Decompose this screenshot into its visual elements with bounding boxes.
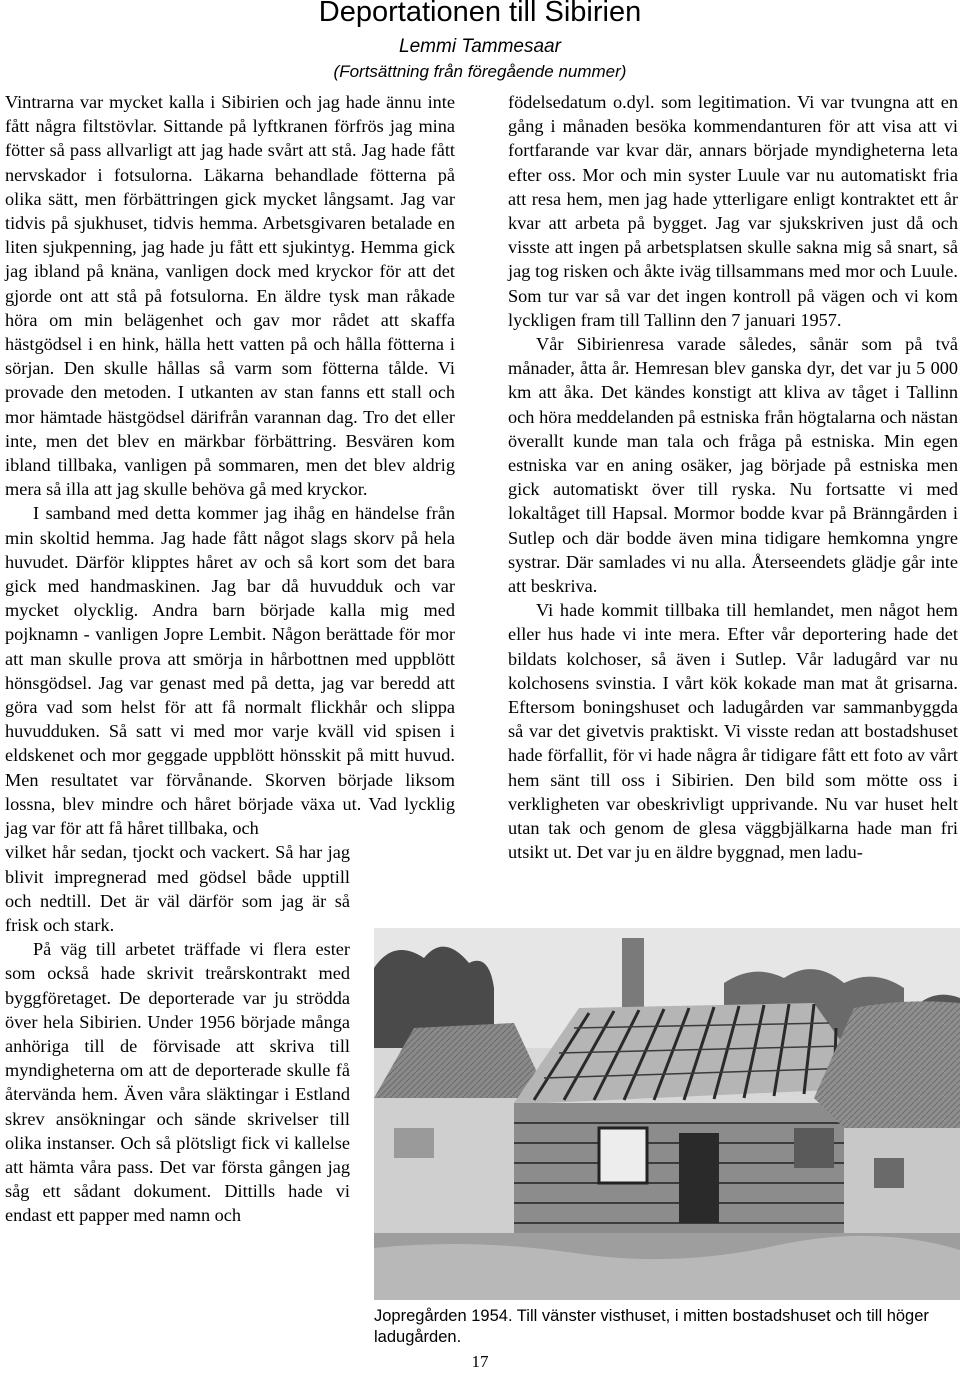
body-paragraph: Vi hade kommit tillbaka till hemlandet, men något hem eller hus hade vi inte mera. Efter vår deportering hade det bildats kolchoser, så även i Sutlep. Vår ladugård var nu kolchosens svinstia. I vårt kök kokade man mat åt grisarna. Eftersom boningshuset och ladugården var sammanbyggda så var det givetvis praktiskt. Vi visste redan att bostadshuset hade förfallit, för vi hade några år tidigare fått ett foto av vårt hem sänt till oss i Sibirien. Den bild som mötte oss i verkligheten var obeskrivligt upprivande. Nu var huset helt utan tak och genom de glesa väggbjälkarna hade man fri utsikt ut. Det var ju en äldre byggnad, men ladu- bbox=[508, 600, 958, 863]
photo-caption: Jopregården 1954. Till vänster visthuset, i mitten bostadshuset och till höger ladugården. bbox=[374, 1307, 929, 1346]
body-paragraph: På väg till arbetet träffade vi flera ester som också hade skrivit treårskontrakt med byggföretaget. De deporterade var ju strödda över hela Sibirien. Under 1956 började många anhöriga till de förvisade att skriva till myndigheterna om att de deporterade skulle få återvända hem. Även våra släktingar i Estland skrev ansökningar och sände skrivelser till olika instanser. Och så plötsligt fick vi kallelse att hämta våra pass. Det var första gången jag såg ett sådant dokument. Dittills hade vi endast ett papper med namn och bbox=[5, 939, 350, 1226]
right-column bbox=[508, 90, 958, 865]
body-paragraph: Vår Sibirienresa varade således, sånär som på två månader, åtta år. Hemresan blev ganska dyr, det var ju 5 000 km att åka. Det kändes konstigt att kliva av tåget i Tallinn och höra meddelanden på estniska från högtalarna och nästan överallt kunde man tala och fråga på estniska. Min egen estniska var en aning osäker, jag började på estniska men gick automatiskt över till ryska. Nu fortsatte vi med lokaltåget till Hapsal. Mormor bodde kvar på Bränngården i Sutlep och där bodde även mina tidigare hemkomna yngre systrar. Där samlades vi nu alla. Återseendets glädje går inte att beskriva. bbox=[508, 334, 958, 597]
page-number: 17 bbox=[471, 1352, 489, 1371]
body-paragraph: I samband med detta kommer jag ihåg en händelse från min skoltid hemma. Jag hade fått något slags skorv på hela huvudet. Därför klipptes håret av och så kort som det bara gick med handmaskinen. Jag bar då huvudduk och var mycket olycklig. Andra barn började kalla mig med pojknamn - vanligen Jopre Lembit. Någon berättade för mor att man skulle prova att smörja in hårbottnen med uppblött hönsgödsel. Jag var genast med på detta, jag var beredd att göra vad som helst för att få normalt flickhår och slippa huvudduken. Så satt vi med mor varje kväll vid spisen i eldskenet och mor geggade uppblött hönsskit på mitt huvud. Men resultatet var förvånande. Skorven började liksom lossna, blev mindre och håret började växa ut. Vad lycklig jag var för att få håret tillbaka, och bbox=[5, 503, 455, 839]
body-paragraph: Vintrarna var mycket kalla i Sibirien och jag hade ännu inte fått några filtstövlar. Sittande på lyftkranen förfrös jag mina fötter så pass allvarligt att jag hade svårt att stå. Jag hade fått nervskador i fotsulorna. Läkarna behandlade fötterna på olika sätt, men förbättringen gick mycket långsamt. Jag var tidvis på sjukhuset, tidvis hemma. Arbetsgivaren betalade en liten sjukpenning, jag hade ju fått ett sjukintyg. Hemma gick jag ibland på knäna, vanligen dock med kryckor för att det gjorde ont att stå på fotsulorna. En äldre tysk man råkade höra om min belägenhet och gav mor rådet att skaffa hästgödsel i en hink, hälla hett vatten på och hålla fötterna i sörjan. Den skulle hållas så varm som fötterna tålde. Vi provade den metoden. I utkanten av stan fanns ett stall och mor hämtade hästgödsel därifrån varannan dag. Tro det eller inte, men det blev en märkbar förbättring. Besvären kom ibland tillbaka, vanligen på sommaren, men det blev aldrig mera så illa att jag skulle behöva gå med kryckor. bbox=[5, 92, 455, 500]
continuation-note: (Fortsättning från föregående nummer) bbox=[333, 62, 627, 81]
body-paragraph: vilket hår sedan, tjockt och vackert. Så har jag blivit impregnerad med gödsel både upptill och nedtill. Det är väl därför som jag är så frisk och stark. bbox=[5, 842, 350, 935]
body-paragraph: födelsedatum o.dyl. som legitimation. Vi var tvungna att en gång i månaden besöka kommendanturen för att visa att vi fortfarande var kvar där, annars började myndigheterna leta efter oss. Mor och min syster Luule var nu automatiskt fria att resa hem, men jag hade ytterligare enligt kontraktet ett år kvar att arbeta på bygget. Jag var sjukskriven just då och visste att ingen på arbetsplatsen skulle sakna mig så snart, så jag tog risken och åkte iväg tillsammans med mor och Luule. Som tur var så var det ingen kontroll på vägen och vi kom lyckligen fram till Tallinn den 7 januari 1957. bbox=[508, 92, 958, 330]
author-name: Lemmi Tammesaar bbox=[399, 36, 561, 57]
farm-photo bbox=[374, 928, 960, 1300]
article-title: Deportationen till Sibirien bbox=[318, 0, 642, 28]
